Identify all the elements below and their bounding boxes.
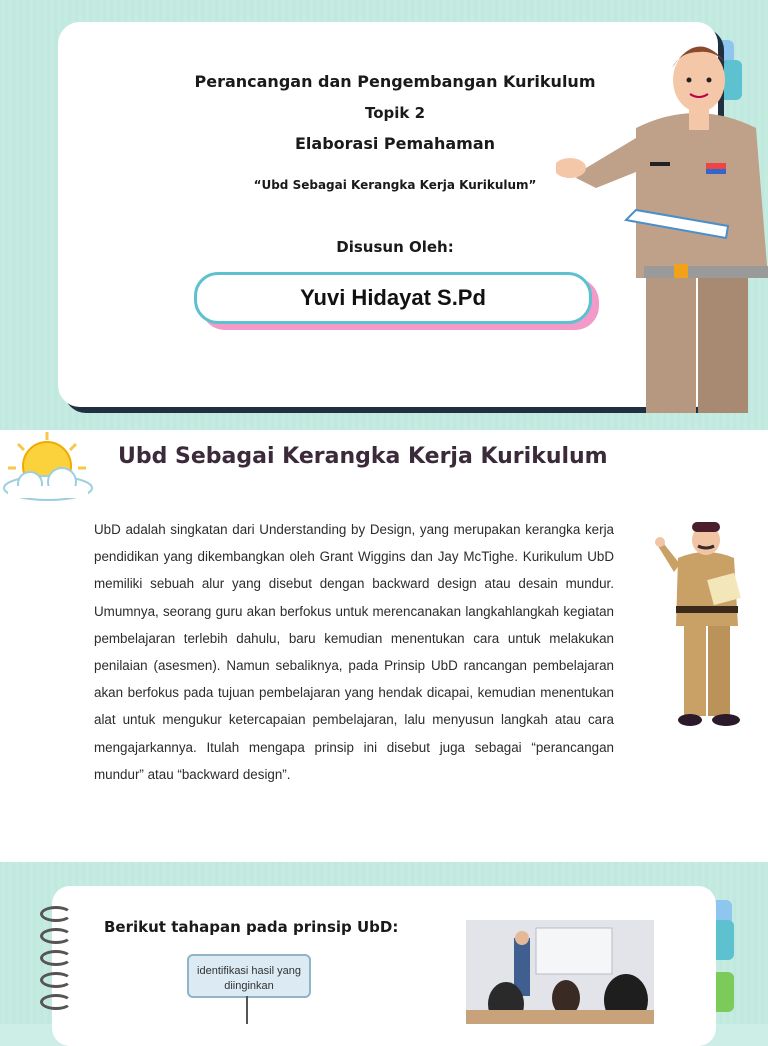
topic-label: Topik 2 [364, 104, 426, 122]
flow-step-box: identifikasi hasil yang diinginkan [187, 954, 311, 998]
spiral-ring-icon [40, 994, 72, 1010]
spiral-ring-icon [40, 906, 72, 922]
spiral-ring-icon [40, 972, 72, 988]
teacher-illustration [556, 28, 768, 416]
side-tab-teal-2 [716, 920, 734, 960]
section-title: Ubd Sebagai Kerangka Kerja Kurikulum [118, 444, 608, 469]
author-label: Disusun Oleh: [336, 238, 454, 256]
section-body: UbD adalah singkatan dari Understanding by Design, yang merupakan kerangka kerja pendidikan yang dikembangkan oleh Grant Wiggins dan Jay McTighe. Kurikulum UbD memiliki sebuah alur yang disebut dengan backward design atau desain mundur. Umumnya, seorang guru akan berfokus untuk merencanakan langkahlangkah kegiatan pembelajaran terlebih dahulu, baru kemudian menentukan cara untuk melakukan penilaian (asesmen). Namun sebaliknya, pada Prinsip UbD rancangan pembelajaran akan berfokus pada tujuan pembelajaran yang hendak dicapai, kemudian menentukan alat untuk mengukur ketercapaian pembelajaran, lalu menyusun langkah atau cara mengajarkannya. Itulah mengapa prinsip ini disebut juga sebagai “perancangan mundur” atau “backward design”. [94, 522, 614, 782]
course-title: Perancangan dan Pengembangan Kurikulum [194, 72, 596, 91]
steps-title: Berikut tahapan pada prinsip UbD: [104, 918, 399, 936]
sun-cloud-icon [0, 430, 96, 506]
author-name-badge: Yuvi Hidayat S.Pd [194, 272, 592, 324]
subtitle: Elaborasi Pemahaman [294, 134, 495, 153]
classroom-photo [466, 920, 654, 1024]
side-tab-green-2 [716, 972, 734, 1012]
spiral-ring-icon [40, 928, 72, 944]
quote: “Ubd Sebagai Kerangka Kerja Kurikulum” [253, 178, 537, 192]
spiral-ring-icon [40, 950, 72, 966]
flow-connector [246, 996, 248, 1024]
teacher-reading-illustration [654, 520, 754, 730]
